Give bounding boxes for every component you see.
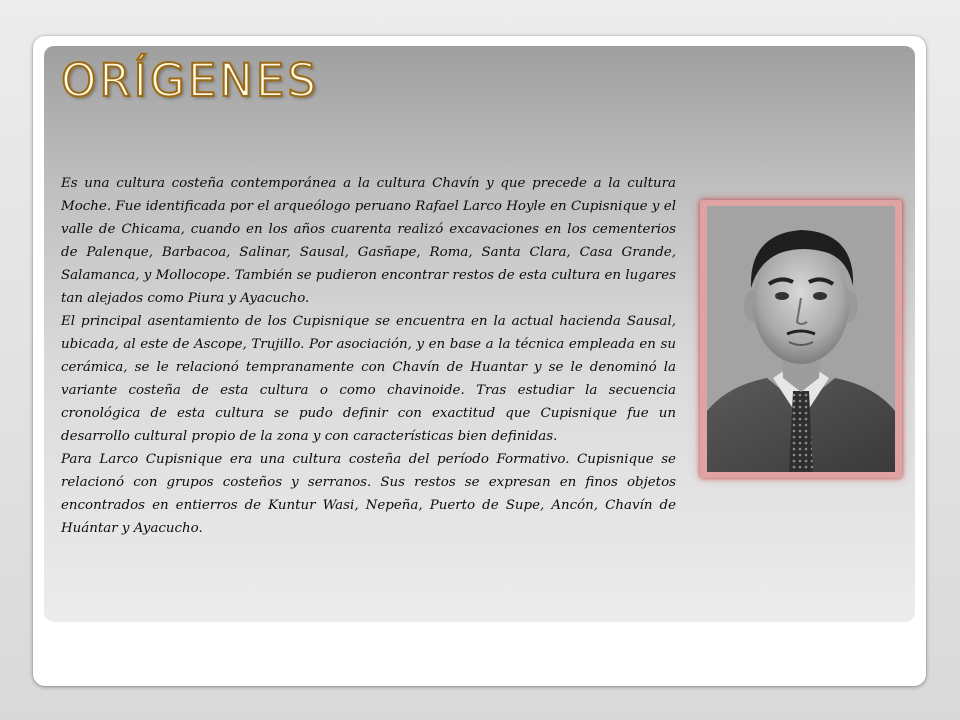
paragraph-3: Para Larco Cupisnique era una cultura costeña del período Formativo. Cupisnique se relacionó con grupos costeños y serranos. Sus restos se expresan en finos objetos encontrados en entierros de Kuntur Wasi, Nepeña, Puerto de Supe, Ancón, Chavín de Huántar y Ayacucho. — [61, 452, 676, 536]
portrait-illustration — [707, 206, 895, 472]
paragraph-2: El principal asentamiento de los Cupisnique se encuentra en la actual hacienda Sausal, ubicada, al este de Ascope, Trujillo. Por asociación, y en base a la técnica empleada en su cerámica, se le relacionó tempranamente con Chavín de Huantar y se le denominó la variante costeña de esta cultura o como chavinoide. Tras estudiar la secuencia cronológica de esta cultura se pudo definir con exactitud que Cupisnique fue un desarrollo cultural propio de la zona y con características bien definidas. — [61, 314, 676, 444]
body-text — [61, 172, 676, 540]
slide-title: ORÍGENES — [61, 54, 319, 107]
portrait-frame — [700, 200, 902, 478]
portrait-photo — [707, 206, 895, 472]
paragraph-1: Es una cultura costeña contemporánea a la cultura Chavín y que precede a la cultura Moche. Fue identificada por el arqueólogo peruano Rafael Larco Hoyle en Cupisnique y el valle de Chicama, cuando en los años cuarenta realizó excavaciones en los cementerios de Palenque, Barbacoa, Salinar, Sausal, Gasñape, Roma, Santa Clara, Casa Grande, Salamanca, y Mollocope. También se pudieron encontrar restos de esta cultura en lugares tan alejados como Piura y Ayacucho. — [61, 176, 676, 306]
